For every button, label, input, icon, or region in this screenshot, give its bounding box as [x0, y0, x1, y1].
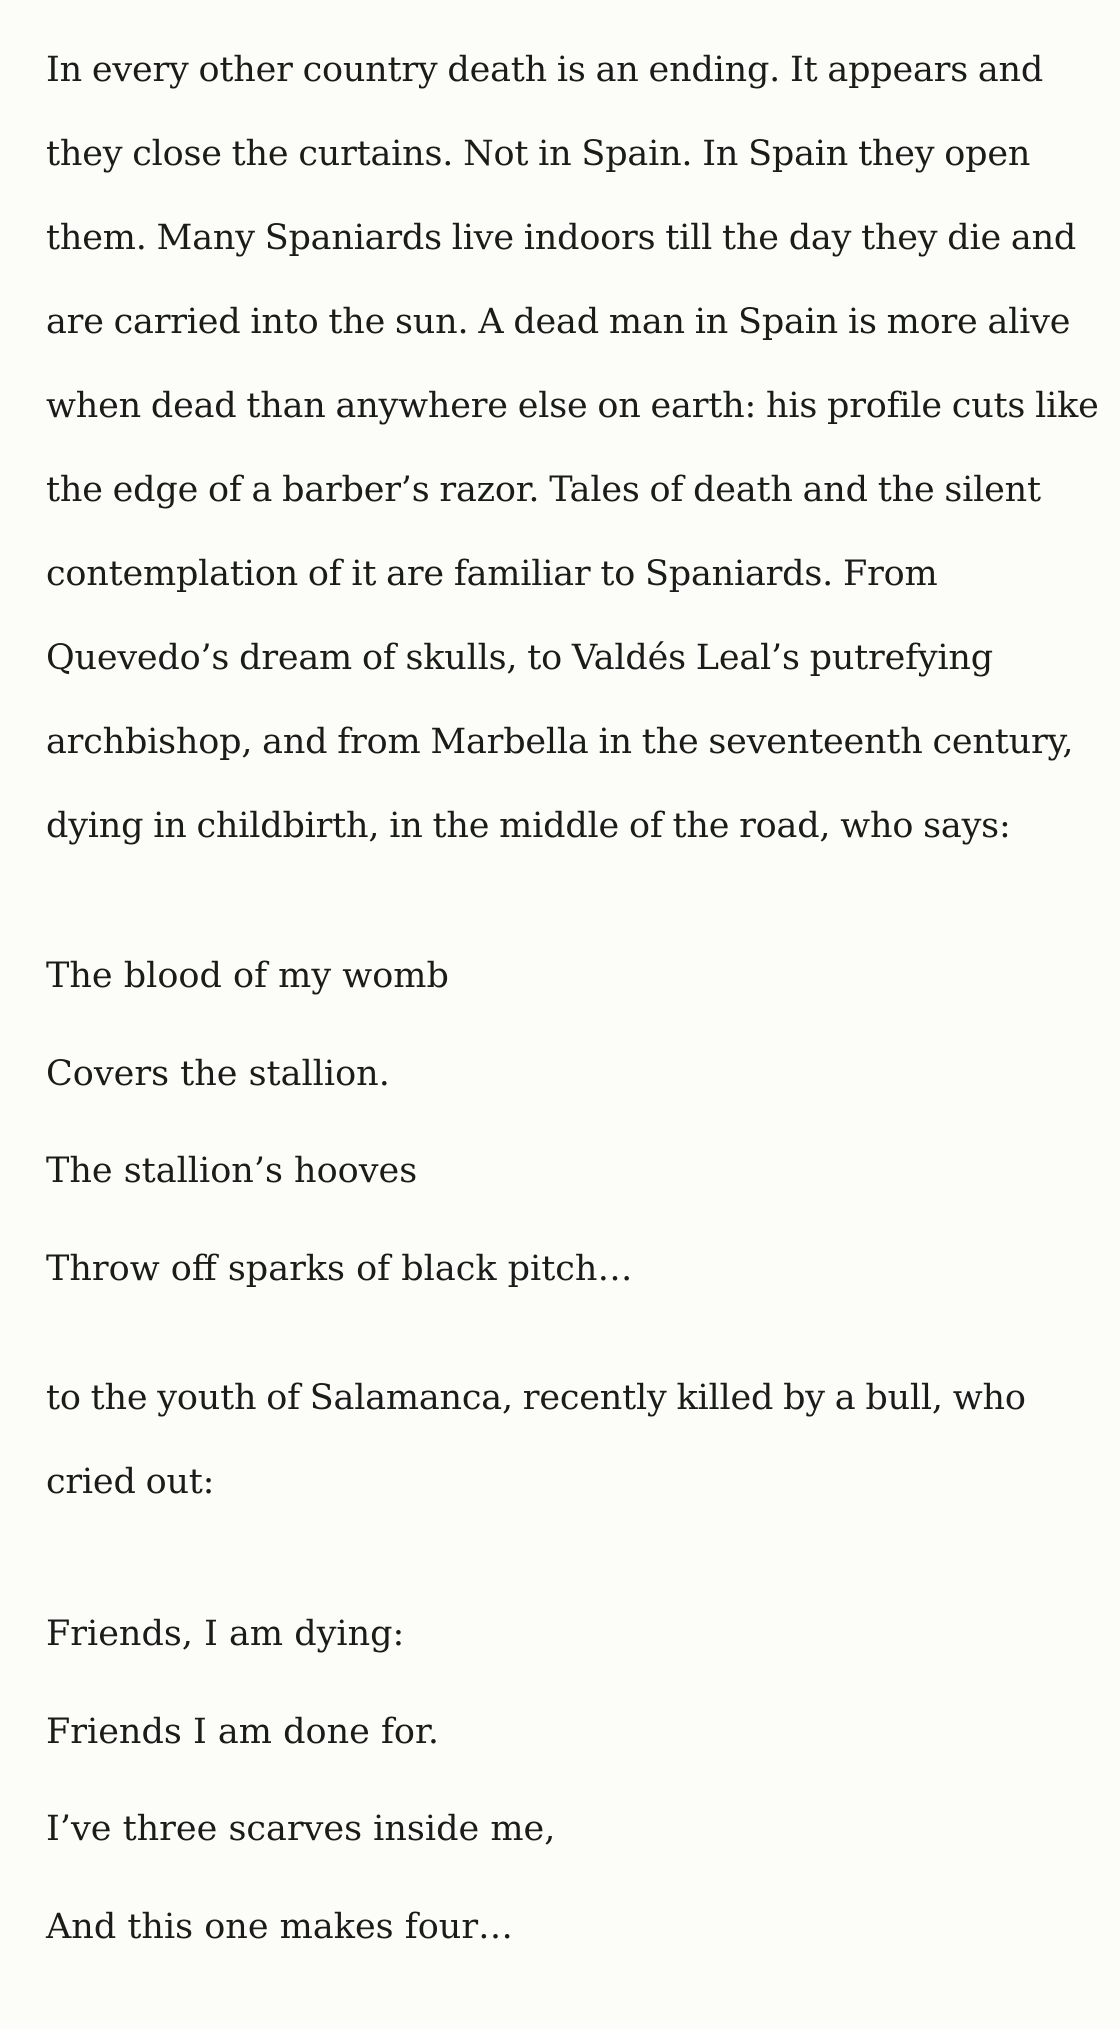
verse-line: Friends, I am dying: — [46, 1614, 405, 1654]
bridging-paragraph — [46, 1356, 1086, 1524]
text-line: them. Many Spaniards live indoors till the day they die and — [46, 218, 1077, 258]
text-line: cried out: — [46, 1462, 215, 1502]
text-line: they close the curtains. Not in Spain. In Spain they open — [46, 134, 1031, 174]
text-line: to the youth of Salamanca, recently killed by a bull, who — [46, 1378, 1026, 1418]
text-line: Quevedo’s dream of skulls, to Valdés Leal’s putrefying — [46, 638, 993, 678]
verse-line: I’ve three scarves inside me, — [46, 1809, 556, 1849]
verse-line: And this one makes four… — [46, 1906, 514, 1947]
text-line: contemplation of it are familiar to Spaniards. From — [46, 554, 938, 594]
verse-line: The stallion’s hooves — [46, 1151, 418, 1191]
text-line: the edge of a barber’s razor. Tales of death and the silent — [46, 470, 1041, 510]
verse-line: Friends I am done for. — [46, 1711, 439, 1752]
verse-line: The blood of my womb — [46, 956, 449, 996]
text-line: when dead than anywhere else on earth: his profile cuts like — [46, 386, 1099, 426]
text-line: In every other country death is an ending. It appears and — [46, 50, 1044, 90]
verse-stanza-salamanca — [46, 1586, 1086, 1976]
opening-paragraph — [46, 28, 1099, 868]
verse-line: Covers the stallion. — [46, 1053, 390, 1094]
stanza-spacer — [46, 1318, 1086, 1356]
stanza-spacer — [46, 1524, 1086, 1586]
reading-page — [46, 28, 1099, 1976]
text-line: dying in childbirth, in the middle of the road, who says: — [46, 806, 1011, 846]
text-line: archbishop, and from Marbella in the seventeenth century, — [46, 722, 1074, 762]
verse-line: Throw off sparks of black pitch… — [46, 1248, 633, 1289]
verse-stanza-marbella — [46, 928, 1086, 1318]
stanza-spacer — [46, 868, 1086, 928]
text-line: are carried into the sun. A dead man in Spain is more alive — [46, 302, 1071, 342]
